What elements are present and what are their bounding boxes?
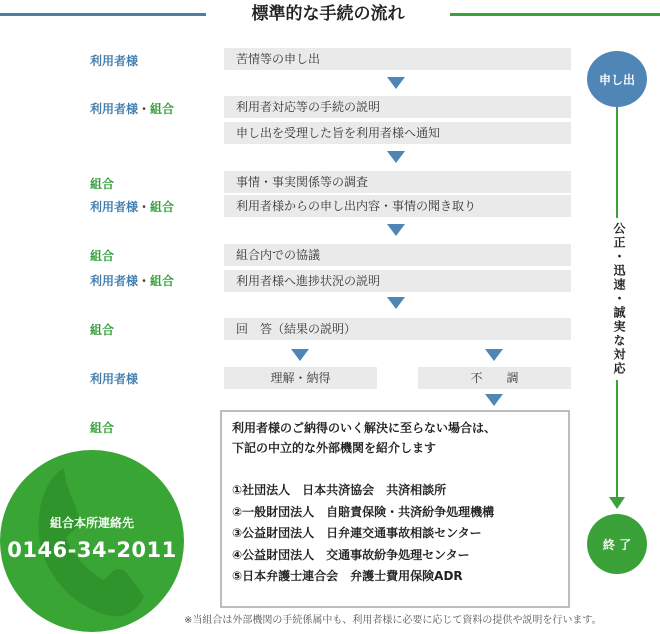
down-arrow-icon [485,394,503,406]
title-rule-left [0,13,206,16]
step-answer: 回 答（結果の説明） [224,318,571,340]
contact-label: 組合本所連絡先 [49,516,134,530]
result-intro-line: 下記の中立的な外部機関を紹介します [232,441,437,455]
timeline-end-circle: 終 了 [587,514,647,574]
down-arrow-icon [387,77,405,89]
timeline-label: 公正・迅速・誠実な対応 [608,218,628,380]
down-arrow-icon [387,151,405,163]
footnote: ※当組合は外部機関の手続係属中も、利用者様に必要に応じて資料の提供や説明を行います。 [184,615,602,626]
timeline-start-circle: 申し出 [587,51,647,107]
step-internal-discussion: 組合内での協議 [224,244,571,266]
step-unresolved: 不 調 [418,367,571,389]
down-arrow-icon [485,349,503,361]
role-label-union: 組合 [90,421,115,435]
role-label-union: 組合 [90,177,115,191]
agency-item: ④公益財団法人 交通事故紛争処理センター [232,547,470,562]
step-investigation: 事情・事実関係等の調査 [224,171,571,193]
role-label-user-union: 利用者様・組合 [90,200,175,214]
result-intro-line: 利用者様のご納得のいく解決に至らない場合は、 [232,421,497,435]
title-rule-right [450,13,660,16]
step-hearing: 利用者様からの申し出内容・事情の聞き取り [224,195,571,217]
step-complaint: 苦情等の申し出 [224,48,571,70]
down-arrow-icon [291,349,309,361]
step-understood: 理解・納得 [224,367,377,389]
role-label-union: 組合 [90,323,115,337]
agency-item: ①社団法人 日本共済協会 共済相談所 [232,483,447,497]
step-progress-report: 利用者様へ進捗状況の説明 [224,270,571,292]
step-procedure-explanation: 利用者対応等の手続の説明 [224,96,571,118]
role-label-user: 利用者様 [90,54,139,68]
role-label-user-union: 利用者様・組合 [90,102,175,116]
agency-item: ②一般財団法人 自賠責保険・共済紛争処理機構 [232,504,495,519]
agency-item: ⑤日本弁護士連合会 弁護士費用保険ADR [232,569,463,583]
role-label-user: 利用者様 [90,372,139,386]
role-label-union: 組合 [90,249,115,263]
role-label-user-union: 利用者様・組合 [90,274,175,288]
page-title: 標準的な手続の流れ [251,4,405,24]
contact-badge [0,450,184,632]
down-arrow-icon [387,224,405,236]
external-agencies-box [220,410,570,608]
agency-item: ③公益財団法人 日弁連交通事故相談センター [232,526,482,540]
timeline-arrow-icon [609,497,625,509]
contact-phone-number: 0146-34-2011 [7,538,177,562]
step-receipt-notice: 申し出を受理した旨を利用者様へ通知 [224,122,571,144]
down-arrow-icon [387,297,405,309]
